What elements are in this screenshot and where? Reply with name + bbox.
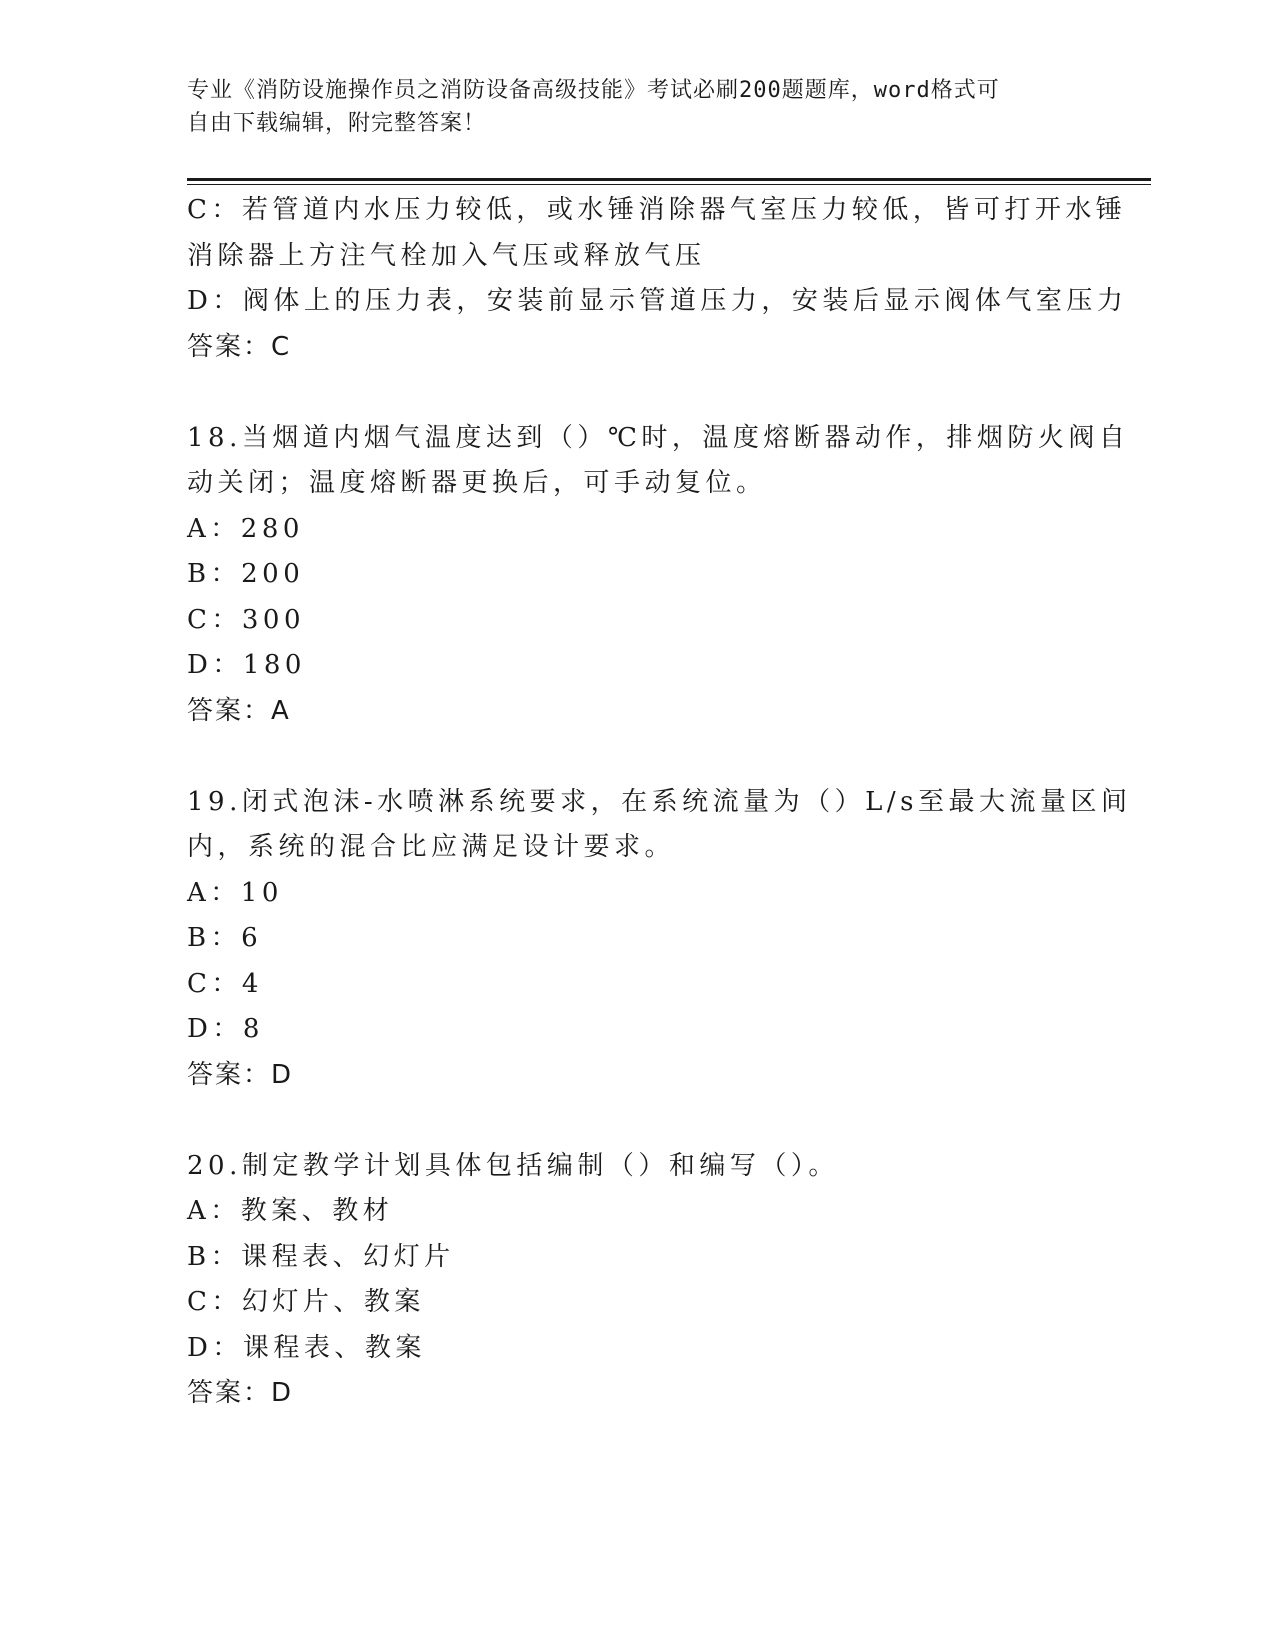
header-title-line2: 自由下载编辑，附完整答案！ [187, 111, 487, 136]
option-c-line2: 消除器上方注气栓加入气压或释放气压 [187, 240, 706, 271]
option-c-line1: C：若管道内水压力较低，或水锤消除器气室压力较低，皆可打开水锤 [187, 195, 1127, 225]
header-divider-thin [187, 184, 1151, 185]
question-20 [187, 1144, 1087, 1417]
answer-19: 答案：D [187, 1059, 294, 1090]
answer-18: 答案：A [187, 695, 291, 726]
spacer [187, 1098, 1087, 1144]
option-c: C：4 [187, 968, 263, 999]
option-b: B：6 [187, 923, 263, 953]
spacer [187, 370, 1087, 416]
option-d: D：8 [187, 1014, 264, 1044]
option-b: B：200 [187, 559, 305, 589]
question-stem-line2: 动关闭；温度熔断器更换后，可手动复位。 [187, 468, 767, 498]
option-a: A：280 [187, 513, 304, 544]
spacer [187, 734, 1087, 780]
question-stem-line2: 内，系统的混合比应满足设计要求。 [187, 832, 676, 862]
question-19 [187, 780, 1132, 1099]
option-d: D：180 [187, 650, 306, 680]
question-17-continued [187, 188, 1128, 370]
header-divider-thick [187, 178, 1151, 181]
document-header [187, 74, 1067, 140]
option-d: D：阀体上的压力表，安装前显示管道压力，安装后显示阀体气室压力 [187, 286, 1128, 316]
option-c: C：300 [187, 604, 306, 635]
answer-20: 答案：D [187, 1378, 294, 1408]
question-stem-line1: 18.当烟道内烟气温度达到（）℃时，温度熔断器动作，排烟防火阀自 [187, 422, 1130, 453]
question-18 [187, 416, 1130, 735]
option-d: D：课程表、教案 [187, 1332, 426, 1363]
question-stem-line1: 20.制定教学计划具体包括编制（）和编写（）。 [187, 1150, 839, 1181]
question-stem-line1: 19.闭式泡沫-水喷淋系统要求，在系统流量为（）L/s至最大流量区间 [187, 786, 1132, 817]
header-title-line1: 专业《消防设施操作员之消防设备高级技能》考试必刷200题题库，word格式可 [187, 78, 1000, 103]
option-a: A：教案、教材 [187, 1196, 394, 1226]
option-a: A：10 [187, 877, 283, 908]
answer-17: 答案：C [187, 331, 292, 362]
option-b: B：课程表、幻灯片 [187, 1241, 455, 1272]
option-c: C：幻灯片、教案 [187, 1287, 425, 1317]
document-body [187, 188, 1132, 1417]
